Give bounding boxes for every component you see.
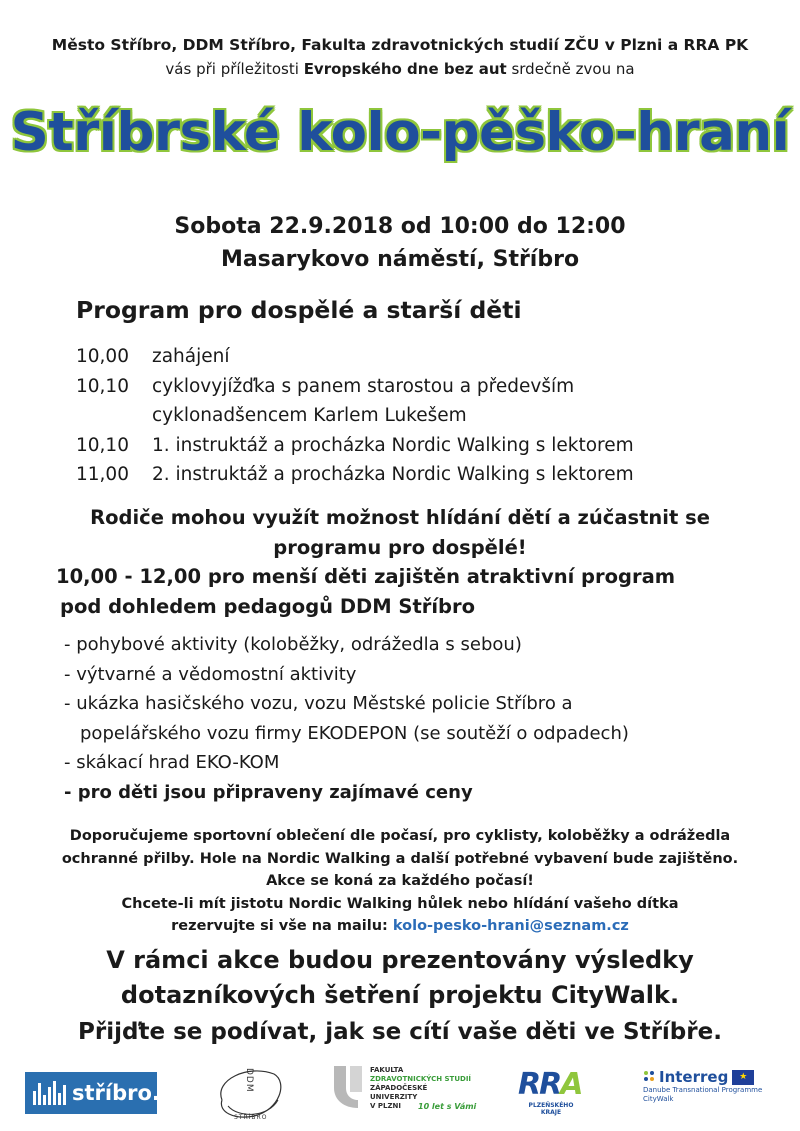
fzs-zcu-logo [332,1060,492,1124]
schedule-row [76,342,634,372]
notes-line-4: Chcete-li mít jistotu Nordic Walking hůlek nebo hlídání vašeho dítka [121,895,679,912]
rra-logo [518,1068,584,1122]
organizers-line: Město Stříbro, DDM Stříbro, Fakulta zdravotnických studií ZČU v Plzni a RRA PK [51,36,749,54]
schedule-row [76,460,634,490]
schedule-row [76,372,634,402]
rra-letters-main: RR [518,1067,561,1102]
rra-letters-accent: A [560,1067,582,1102]
schedule-text: cyklovyjížďka s panem starostou a především [152,375,575,397]
interreg-logo [643,1068,773,1122]
rra-letters [518,1068,584,1102]
rra-subtitle: PLZEŇSKÉHO KRAJE [528,1102,574,1116]
activity-item: popelářského vozu firmy EKODEPON (se soutěží o odpadech) [80,722,629,744]
event-when [0,210,800,276]
fzs-line-1: FAKULTA [370,1066,404,1074]
email-link[interactable]: kolo-pesko-hrani@seznam.cz [392,918,629,934]
closing-line: Přijďte se podívat, jak se cítí vaše děti ve Stříbře. [78,1019,722,1045]
invite-event: Evropského dne bez aut [303,60,507,78]
interreg-top [643,1068,773,1086]
interreg-dots-icon [643,1070,655,1084]
stribro-logo-text: stříbro. [72,1081,160,1105]
citywalk-line-2: dotazníkových šetření projektu CityWalk. [120,981,680,1009]
ddm-letters: DDM [244,1068,254,1093]
fzs-line-3: ZÁPADOČESKÉ [370,1084,428,1092]
kids-line-1: 10,00 - 12,00 pro menší děti zajištěn atraktivní program [56,565,676,588]
program-schedule [76,342,634,490]
ddm-logo [208,1060,292,1126]
citywalk-notice [0,943,800,1013]
schedule-row [76,431,634,461]
city-skyline-icon [33,1081,66,1105]
fzs-line-2: ZDRAVOTNICKÝCH STUDIÍ [370,1075,472,1083]
activity-item: - výtvarné a vědomostní aktivity [64,663,357,685]
citywalk-line-1: V rámci akce budou prezentovány výsledky [106,946,694,974]
invite-pre: vás při příležitosti [165,60,304,78]
fzs-line-5: V PLZNI [370,1102,401,1110]
reservation-text: rezervujte si vše na mailu: [171,918,393,934]
event-title: Stříbrské kolo-pěško-hraní [10,102,790,163]
schedule-time: 10,10 [76,434,129,456]
activity-item: - pro děti jsou připraveny zajímavé ceny [64,781,473,803]
schedule-text: zahájení [152,346,230,367]
schedule-text: cyklonadšencem Karlem Lukešem [152,405,467,427]
notes-line-1: Doporučujeme sportovní oblečení dle počasí, pro cyklisty, koloběžky a odrážedla [69,828,731,844]
interreg-programme: Danube Transnational Programme [643,1086,763,1094]
schedule-row [76,401,634,431]
parents-notice [0,503,800,563]
event-date-time: Sobota 22.9.2018 od 10:00 do 12:00 [174,214,626,239]
kids-program [56,562,675,622]
fzs-anniversary: 10 let s Vámi [418,1102,477,1111]
invite-line [0,60,800,78]
activity-item: - pohybové aktivity (koloběžky, odrážedla s sebou) [64,634,522,655]
notes-line-5 [0,915,800,938]
fzs-emblem-icon [332,1062,366,1112]
partner-logos [0,1058,800,1128]
activity-item: - skákací hrad EKO-KOM [64,752,280,773]
schedule-time [76,401,152,431]
schedule-time: 10,00 [76,346,129,367]
notes-line-2: ochranné přilby. Hole na Nordic Walking a další potřebné vybavení bude zajištěno. [61,850,739,867]
schedule-time: 10,10 [76,375,129,397]
parents-line-1: Rodiče mohou využít možnost hlídání dětí a zúčastnit se [90,506,710,529]
kids-line-2: pod dohledem pedagogů DDM Stříbro [60,595,476,618]
event-place: Masarykovo náměstí, Stříbro [220,247,580,272]
schedule-text: 2. instruktáž a procházka Nordic Walking s lektorem [152,464,634,486]
interreg-project: CityWalk [643,1095,674,1103]
eu-flag-icon: ★ [732,1070,754,1085]
schedule-time: 11,00 [76,464,129,486]
stribro-logo [25,1072,160,1114]
ddm-city: STŘÍBRO [234,1114,268,1121]
notes [0,825,800,938]
interreg-word: Interreg [659,1068,729,1086]
schedule-text: 1. instruktáž a procházka Nordic Walking s lektorem [152,434,634,456]
activity-item: - ukázka hasičského vozu, vozu Městské policie Stříbro a [64,693,573,714]
kids-activities-list [64,630,629,807]
parents-line-2: programu pro dospělé! [273,536,527,559]
fzs-line-4: UNIVERZITY [370,1093,418,1101]
invite-post: srdečně zvou na [506,60,635,78]
program-heading: Program pro dospělé a starší děti [76,296,522,324]
notes-line-3: Akce se koná za každého počasí! [266,873,534,889]
